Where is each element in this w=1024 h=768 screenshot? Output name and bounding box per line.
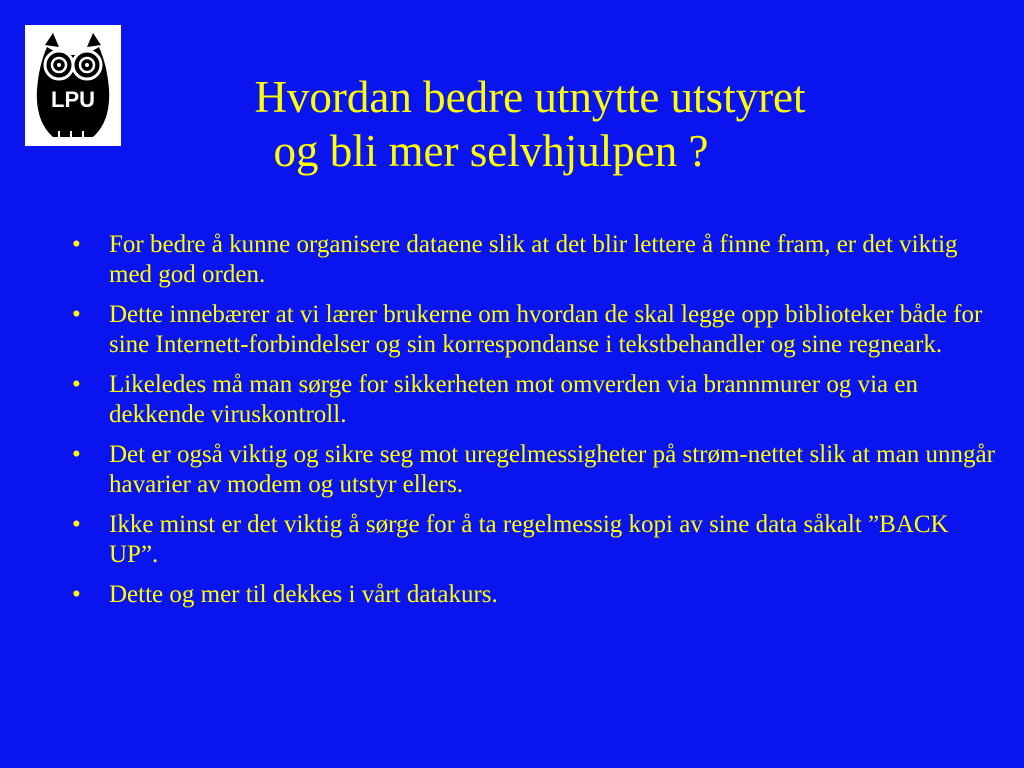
logo-text: LPU: [51, 87, 95, 112]
bullet-text: Likeledes må man sørge for sikkerheten mot omverden via brannmurer og via en dekkende viruskontroll.: [109, 371, 918, 428]
bullet-text: Ikke minst er det viktig å sørge for å ta regelmessig kopi av sine data såkalt ”BACK UP”.: [109, 511, 949, 568]
bullet-text: Dette og mer til dekkes i vårt datakurs.: [109, 581, 498, 608]
bullet-icon: •: [72, 511, 81, 538]
title-line-1: Hvordan bedre utnytte utstyret: [254, 72, 806, 122]
list-item: [72, 580, 1002, 610]
bullet-icon: •: [72, 301, 81, 328]
bullet-icon: •: [72, 441, 81, 468]
list-item: [72, 440, 1002, 500]
bullet-text: Dette innebærer at vi lærer brukerne om hvordan de skal legge opp biblioteker både for sine Internett-forbindelser og sin korrespondanse i tekstbehandler og sine regneark.: [109, 301, 983, 358]
bullet-icon: •: [72, 231, 81, 258]
bullet-icon: •: [72, 371, 81, 398]
title-line-2: og bli mer selvhjulpen ?: [273, 126, 709, 176]
list-item: [72, 510, 1002, 570]
bullet-text: Det er også viktig og sikre seg mot uregelmessigheter på strøm-nettet slik at man unngår havarier av modem og utstyr ellers.: [109, 441, 995, 498]
bullet-list: [72, 230, 1002, 620]
list-item: [72, 300, 1002, 360]
bullet-text: For bedre å kunne organisere dataene slik at det blir lettere å finne fram, er det viktig med god orden.: [109, 231, 958, 288]
list-item: [72, 370, 1002, 430]
list-item: [72, 230, 1002, 290]
bullet-icon: •: [72, 581, 81, 608]
slide-title: [0, 70, 1024, 178]
